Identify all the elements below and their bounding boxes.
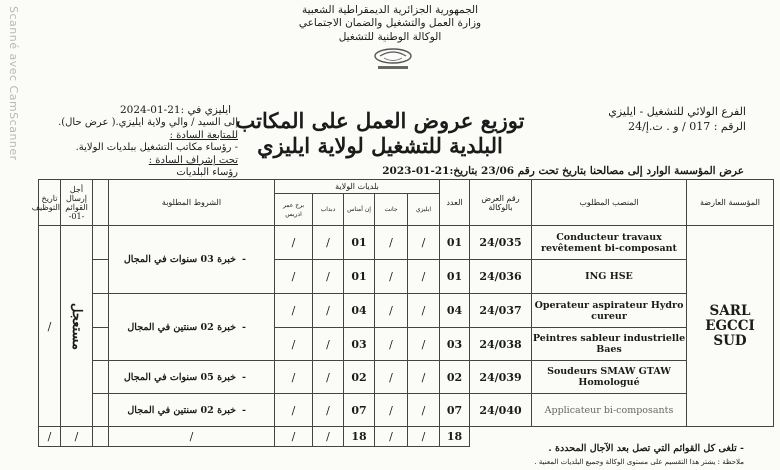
col-post: المنصب المطلوب	[532, 180, 687, 226]
commune-debdeb-cell: /	[313, 361, 344, 394]
commune-bordj-cell: /	[275, 328, 313, 361]
footer-note-deadline: - تلغى كل القوائم التي تصل بعد الآجال المحددة .	[548, 443, 744, 454]
total-commune-debdeb-cell: /	[313, 427, 344, 447]
count-cell: 02	[440, 361, 470, 394]
bullet-dash: -	[242, 321, 246, 333]
table-row	[39, 294, 774, 328]
spacer-cell	[93, 226, 109, 260]
addressee-wali: إلى السيد / والي ولاية ايليزي.( عرض حال).	[58, 117, 238, 128]
conditions-cell	[109, 294, 275, 361]
total-deadline-cell: /	[61, 427, 93, 447]
conditions-cell	[109, 394, 275, 427]
addressee-offices: - رؤساء مكاتب التشغيل ببلديات الولاية.	[75, 142, 238, 153]
post-cell: ING HSE	[532, 260, 687, 294]
total-conditions-cell: /	[109, 427, 275, 447]
conditions-text: خبرة 05 سنوات في المجال	[123, 371, 237, 383]
company-cell: SARL EGCCI SUD	[687, 226, 774, 427]
conditions-cell	[109, 361, 275, 394]
scanner-watermark: Scanné avec CamScanner	[7, 6, 20, 161]
document-date: ايليزي في :21-01-2024	[120, 104, 232, 116]
post-cell: Peintres sableur industrielle Baes	[532, 328, 687, 361]
commune-bordj-cell: /	[275, 260, 313, 294]
col-company: المؤسسة العارضة	[687, 180, 774, 226]
commune-bordj-cell: /	[275, 226, 313, 260]
table-row	[39, 394, 774, 427]
conditions-text: خبرة 03 سنوات في المجال	[123, 254, 237, 265]
commune-inamenas-cell: 07	[344, 394, 375, 427]
spacer-cell	[93, 294, 109, 328]
col-commune-debdeb: دبداب	[313, 194, 344, 226]
count-cell: 03	[440, 328, 470, 361]
conditions-text: خبرة 02 سنتين في المجال	[127, 321, 237, 333]
post-cell: Conducteur travaux revêtement bi-composant	[532, 226, 687, 260]
conditions-cell	[109, 226, 275, 294]
total-spacer-cell	[93, 427, 109, 447]
addressee-block	[38, 117, 238, 180]
header-agency: الوكالة الوطنية للتشغيل	[338, 31, 442, 43]
total-commune-inamenas-cell: 18	[344, 427, 375, 447]
commune-illizi-cell: /	[408, 294, 440, 328]
commune-debdeb-cell: /	[313, 226, 344, 260]
commune-debdeb-cell: /	[313, 328, 344, 361]
col-communes: بلديات الولاية	[275, 180, 440, 194]
total-commune-illizi-cell: /	[408, 427, 440, 447]
addressee-mayors: رؤساء البلديات	[176, 167, 238, 178]
col-commune-bordj: برج عمر ادريس	[275, 194, 313, 226]
job-offers-table	[31, 179, 774, 447]
commune-inamenas-cell: 03	[344, 328, 375, 361]
commune-inamenas-cell: 01	[344, 260, 375, 294]
commune-illizi-cell: /	[408, 361, 440, 394]
sender-reference: الرقم : 017 / و . ت.إ/24	[628, 120, 746, 133]
spacer-cell	[93, 394, 109, 427]
count-cell: 01	[440, 226, 470, 260]
header-republic: الجمهورية الجزائرية الديمقراطية الشعبية	[301, 4, 479, 16]
count-cell: 01	[440, 260, 470, 294]
post-cell: Applicateur bi-composants	[532, 394, 687, 427]
commune-bordj-cell: /	[275, 361, 313, 394]
col-deadline: أجل إرسال القوائم -01-	[61, 180, 93, 226]
total-commune-bordj-cell: /	[275, 427, 313, 447]
commune-debdeb-cell: /	[313, 260, 344, 294]
col-count: العدد	[440, 180, 470, 226]
hire-date-cell: /	[39, 226, 61, 427]
offer-number-cell: 24/040	[470, 394, 532, 427]
col-commune-djanet: جانت	[375, 194, 408, 226]
total-commune-djanet-cell: /	[375, 427, 408, 447]
bullet-dash: -	[242, 404, 246, 416]
col-commune-illizi: ايليزي	[408, 194, 440, 226]
commune-djanet-cell: /	[375, 226, 408, 260]
commune-illizi-cell: /	[408, 260, 440, 294]
commune-djanet-cell: /	[375, 361, 408, 394]
commune-bordj-cell: /	[275, 394, 313, 427]
commune-djanet-cell: /	[375, 260, 408, 294]
total-count-cell: 18	[440, 427, 470, 447]
offer-number-cell: 24/038	[470, 328, 532, 361]
spacer-cell	[93, 260, 109, 294]
commune-inamenas-cell: 02	[344, 361, 375, 394]
offer-number-cell: 24/037	[470, 294, 532, 328]
addressee-supervision-label: تحت إشراف السادة :	[148, 154, 238, 166]
offer-intro: عرض المؤسسة الوارد إلى مصالحنا بتاريخ تحت رقم 23/06 بتاريخ:21-01-2023	[382, 165, 744, 177]
total-hire-date-cell: /	[39, 427, 61, 447]
sender-branch: الفرع الولائي للتشغيل - ايليزي	[608, 105, 746, 118]
col-commune-inamenas: إن أمناس	[344, 194, 375, 226]
footer-note-remark: ملاحظة : يشتر هذا التقسيم على مستوى الوكالة وجميع البلديات المعنية .	[534, 458, 744, 466]
count-cell: 04	[440, 294, 470, 328]
agency-logo-icon	[370, 46, 416, 72]
col-offer-number: رقم العرض بالوكالة	[470, 180, 532, 226]
commune-djanet-cell: /	[375, 294, 408, 328]
post-cell: Soudeurs SMAW GTAW Homologué	[532, 361, 687, 394]
commune-debdeb-cell: /	[313, 394, 344, 427]
offer-number-cell: 24/036	[470, 260, 532, 294]
commune-djanet-cell: /	[375, 328, 408, 361]
urgent-cell: مستعجل	[61, 226, 93, 427]
col-conditions: الشروط المطلوبة	[109, 180, 275, 226]
commune-inamenas-cell: 04	[344, 294, 375, 328]
col-hire-date: تاريخ التوظيف	[39, 180, 61, 226]
commune-illizi-cell: /	[408, 394, 440, 427]
commune-illizi-cell: /	[408, 328, 440, 361]
spacer-cell	[93, 361, 109, 394]
spacer-cell	[93, 328, 109, 361]
table-row	[39, 226, 774, 260]
count-cell: 07	[440, 394, 470, 427]
commune-bordj-cell: /	[275, 294, 313, 328]
table-row	[39, 361, 774, 394]
offer-number-cell: 24/039	[470, 361, 532, 394]
bullet-dash: -	[242, 254, 246, 265]
commune-djanet-cell: /	[375, 394, 408, 427]
commune-inamenas-cell: 01	[344, 226, 375, 260]
header-ministry: وزارة العمل والتشغيل والضمان الاجتماعي	[298, 17, 482, 29]
addressee-followup-label: للمتابعة السادة :	[169, 129, 238, 141]
commune-illizi-cell: /	[408, 226, 440, 260]
document-title: توزيع عروض العمل على المكاتب البلدية للتشغيل لولاية ايليزي	[235, 108, 525, 158]
conditions-text: خبرة 02 سنتين في المجال	[127, 404, 237, 416]
offer-number-cell: 24/035	[470, 226, 532, 260]
post-cell: Operateur aspirateur Hydro cureur	[532, 294, 687, 328]
col-spacer	[93, 180, 109, 226]
totals-blank	[470, 427, 532, 447]
commune-debdeb-cell: /	[313, 294, 344, 328]
bullet-dash: -	[242, 371, 246, 383]
sender-block	[608, 104, 746, 134]
